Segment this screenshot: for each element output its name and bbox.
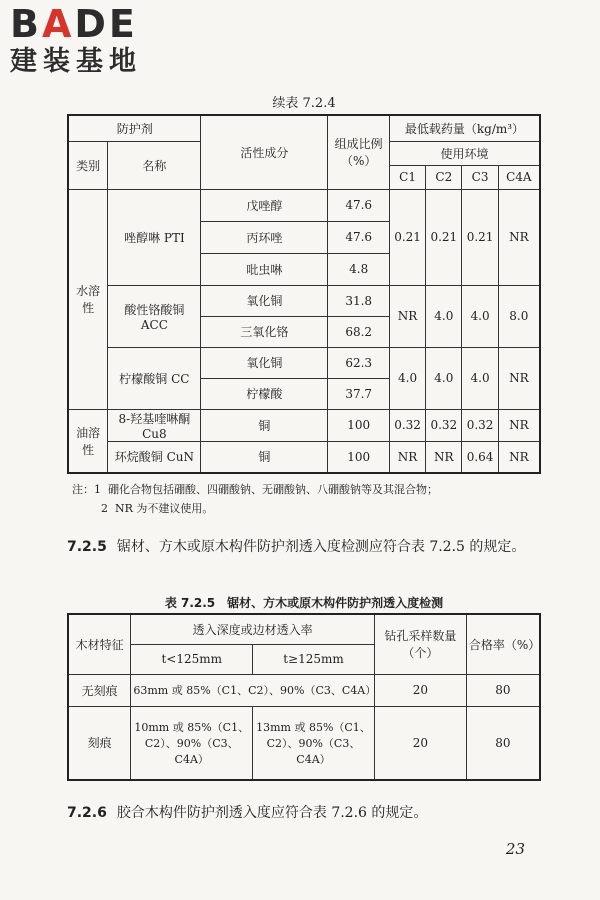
header-category: 类别 — [68, 141, 108, 189]
header-load: 最低载药量（kg/m³） — [389, 115, 540, 141]
header-agent: 防护剂 — [68, 115, 201, 141]
table1-caption: 续表 7.2.4 — [272, 96, 336, 111]
feature: 无刻痕 — [68, 674, 131, 706]
load-c4a: NR — [498, 189, 540, 285]
component: 丙环唑 — [201, 221, 328, 253]
agent-name: 酸性铬酸铜 ACC — [108, 285, 201, 347]
category-water: 水溶性 — [68, 189, 108, 409]
table-row — [68, 189, 540, 221]
header-ratio: 组成比例（%） — [328, 115, 390, 189]
ratio: 4.8 — [328, 253, 390, 285]
load-c4a: NR — [498, 347, 540, 409]
agent-name: 8-羟基喹啉酮 Cu8 — [108, 409, 201, 441]
table-row — [68, 347, 540, 378]
clause-number: 7.2.5 — [67, 539, 107, 555]
ratio: 100 — [328, 409, 390, 441]
load-c1: 0.32 — [389, 409, 425, 441]
samples: 20 — [374, 674, 466, 706]
env-c4a: C4A — [498, 165, 540, 189]
clause-text: 胶合木构件防护剂透入度应符合表 7.2.6 的规定。 — [116, 805, 428, 821]
preservative-table — [67, 114, 541, 474]
logo-text-accent: A — [41, 2, 75, 46]
table2-caption: 表 7.2.5 锯材、方木或原木构件防护剂透入度检测 — [164, 596, 444, 610]
load-c4a: NR — [498, 441, 540, 473]
component: 三氧化铬 — [201, 316, 328, 347]
page-number: 23 — [505, 840, 525, 858]
header-env: 使用环境 — [389, 141, 540, 165]
load-c2: 4.0 — [426, 285, 462, 347]
clause-text: 锯材、方木或原木构件防护剂透入度检测应符合表 7.2.5 的规定。 — [116, 539, 526, 555]
clause-number: 7.2.6 — [67, 805, 107, 821]
header-ge125: t≥125mm — [253, 644, 375, 674]
header-samples: 钻孔采样数量（个） — [374, 614, 466, 674]
component: 吡虫啉 — [201, 253, 328, 285]
header-feature: 木材特征 — [68, 614, 131, 674]
ratio: 47.6 — [328, 221, 390, 253]
load-c1: 0.21 — [389, 189, 425, 285]
load-c4a: 8.0 — [498, 285, 540, 347]
table1-notes — [72, 480, 438, 518]
load-c1: 4.0 — [389, 347, 425, 409]
load-c2: 0.21 — [426, 189, 462, 285]
load-c3: 0.64 — [462, 441, 498, 473]
note-2-num: 2 — [101, 502, 108, 515]
header-active: 活性成分 — [201, 115, 328, 189]
ratio: 31.8 — [328, 285, 390, 316]
load-c3: 4.0 — [462, 285, 498, 347]
ratio: 47.6 — [328, 189, 390, 221]
agent-name: 柠檬酸铜 CC — [108, 347, 201, 409]
penetration-table — [67, 613, 541, 781]
table-row — [68, 674, 540, 706]
clause-7-2-6 — [67, 802, 547, 824]
ratio: 62.3 — [328, 347, 390, 378]
clause-7-2-5 — [67, 536, 547, 558]
load-c1: NR — [389, 441, 425, 473]
header-name: 名称 — [108, 141, 201, 189]
load-c3: 4.0 — [462, 347, 498, 409]
logo-text-part2: DE — [74, 2, 138, 46]
header-depth: 透入深度或边材透入率 — [131, 614, 374, 644]
depth-spec: 63mm 或 85%（C1、C2）、90%（C3、C4A） — [131, 674, 374, 706]
table-row — [68, 706, 540, 780]
load-c3: 0.32 — [462, 409, 498, 441]
load-c2: 4.0 — [426, 347, 462, 409]
ratio: 37.7 — [328, 378, 390, 409]
agent-name: 环烷酸铜 CuN — [108, 441, 201, 473]
agent-name: 唑醇啉 PTI — [108, 189, 201, 285]
table-row — [68, 441, 540, 473]
samples: 20 — [374, 706, 466, 780]
pass-rate: 80 — [466, 706, 540, 780]
env-c1: C1 — [389, 165, 425, 189]
load-c2: NR — [426, 441, 462, 473]
ratio: 68.2 — [328, 316, 390, 347]
component: 铜 — [201, 441, 328, 473]
header-pass: 合格率（%） — [466, 614, 540, 674]
ratio: 100 — [328, 441, 390, 473]
load-c3: 0.21 — [462, 189, 498, 285]
env-c3: C3 — [462, 165, 498, 189]
depth-lt125: 10mm 或 85%（C1、C2）、90%（C3、C4A） — [131, 706, 253, 780]
category-oil: 油溶性 — [68, 409, 108, 473]
load-c4a: NR — [498, 409, 540, 441]
component: 戊唑醇 — [201, 189, 328, 221]
table-row — [68, 285, 540, 316]
component: 氧化铜 — [201, 285, 328, 316]
logo — [10, 4, 180, 86]
logo-text-part1: B — [10, 2, 42, 46]
load-c2: 0.32 — [426, 409, 462, 441]
component: 氧化铜 — [201, 347, 328, 378]
note-1: 硼化合物包括硼酸、四硼酸钠、无硼酸钠、八硼酸钠等及其混合物； — [108, 483, 438, 496]
component: 柠檬酸 — [201, 378, 328, 409]
header-lt125: t<125mm — [131, 644, 253, 674]
pass-rate: 80 — [466, 674, 540, 706]
feature: 刻痕 — [68, 706, 131, 780]
note-2: NR 为不建议使用。 — [115, 502, 214, 515]
component: 铜 — [201, 409, 328, 441]
note-label: 注：1 — [72, 483, 101, 496]
logo-chinese: 建装基地 — [10, 46, 142, 77]
env-c2: C2 — [426, 165, 462, 189]
table-row — [68, 409, 540, 441]
load-c1: NR — [389, 285, 425, 347]
depth-ge125: 13mm 或 85%（C1、C2）、90%（C3、C4A） — [253, 706, 375, 780]
